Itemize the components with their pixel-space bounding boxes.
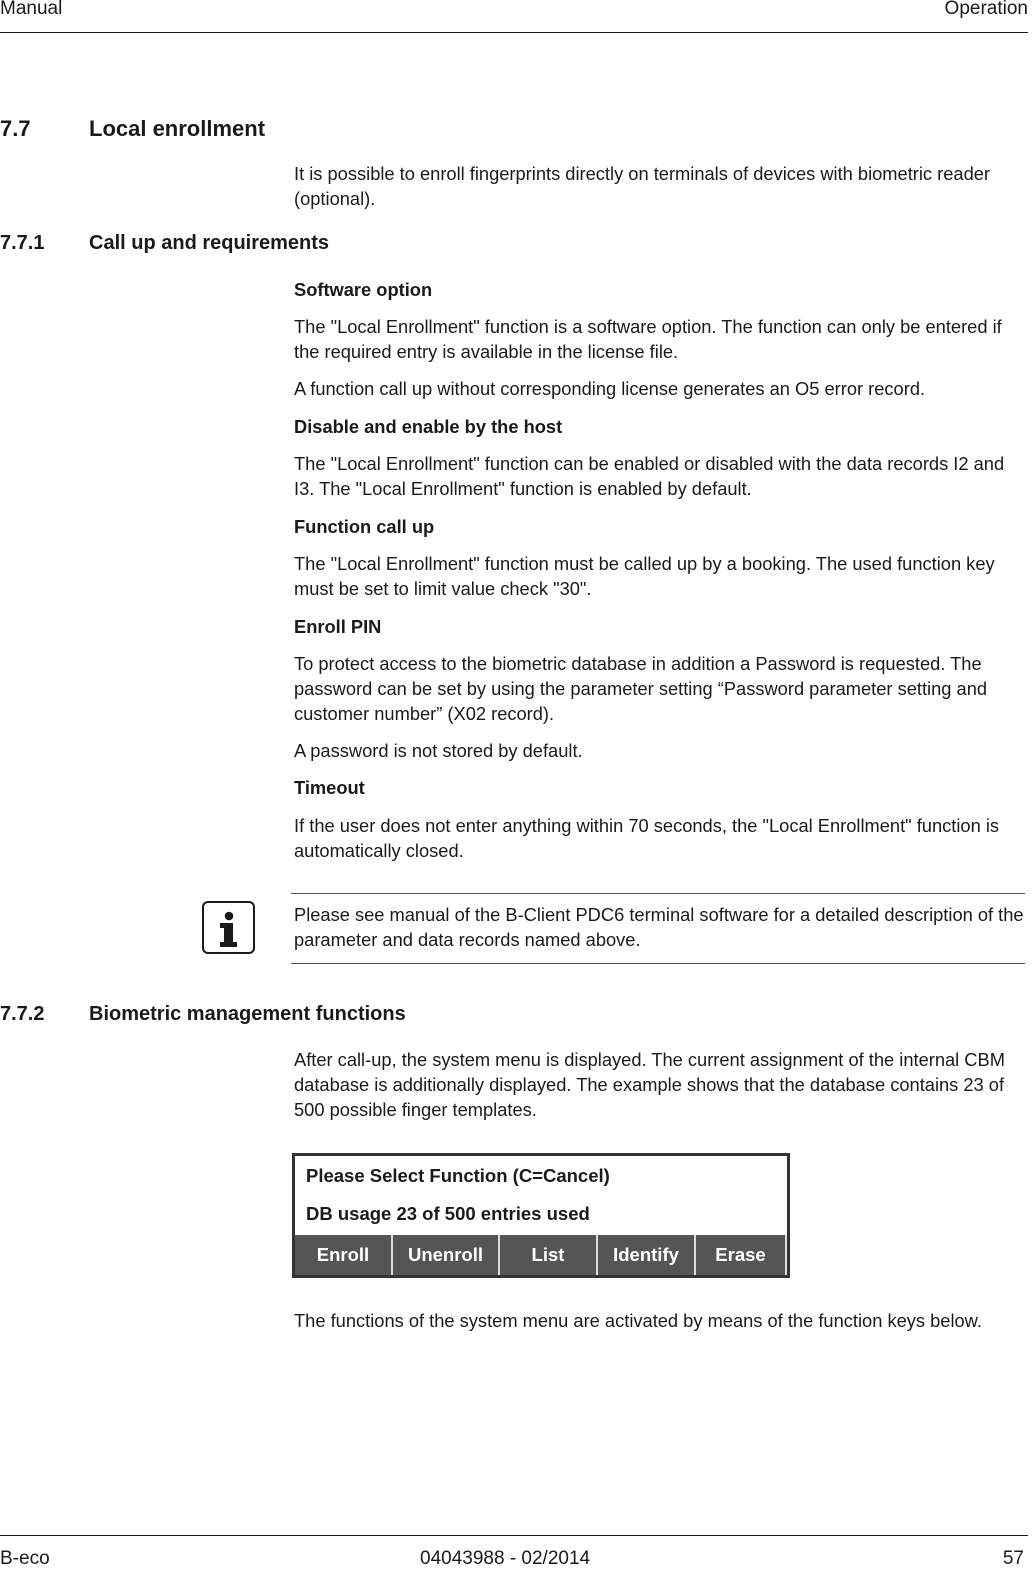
header-right: Operation: [944, 0, 1028, 19]
note-text: Please see manual of the B-Client PDC6 terminal software for a detailed description of the parameter and data records named above.: [294, 904, 1024, 950]
info-icon: [202, 901, 255, 954]
screen-db-usage: DB usage 23 of 500 entries used: [306, 1203, 590, 1224]
section-title: Local enrollment: [89, 116, 266, 141]
disable-enable-heading: Disable and enable by the host: [294, 416, 563, 437]
note-rule-top: [291, 893, 1025, 894]
section-intro: It is possible to enroll fingerprints directly on terminals of devices with biometric reader (optional).: [294, 163, 990, 209]
header-rule: [0, 32, 1028, 33]
biometric-intro-text: After call-up, the system menu is displayed. The current assignment of the internal CBM database is additionally displayed. The example shows that the database contains 23 of 500 possible finger templates.: [294, 1049, 1005, 1120]
footer-product: B-eco: [0, 1548, 50, 1569]
timeout-text: If the user does not enter anything within 70 seconds, the "Local Enrollment" function is automatically closed.: [294, 815, 1000, 861]
screen-prompt: Please Select Function (C=Cancel): [306, 1165, 610, 1186]
page-number: 57: [1002, 1548, 1024, 1569]
list-key[interactable]: List: [500, 1235, 598, 1275]
software-option-text-2: A function call up without corresponding license generates an O5 error record.: [294, 378, 926, 399]
enroll-key[interactable]: Enroll: [295, 1235, 393, 1275]
enroll-pin-heading: Enroll PIN: [294, 616, 382, 637]
subsection-number-2: 7.7.2: [0, 1003, 45, 1025]
footer-rule: [0, 1535, 1028, 1536]
subsection-title-1: Call up and requirements: [89, 232, 330, 254]
function-call-text: The "Local Enrollment" function must be called up by a booking. The used function key must be set to limit value check "30".: [294, 553, 995, 599]
section-number: 7.7: [0, 116, 31, 141]
timeout-heading: Timeout: [294, 777, 365, 798]
disable-enable-text: The "Local Enrollment" function can be enabled or disabled with the data records I2 and I3. The "Local Enrollment" function is enabled by default.: [294, 453, 1005, 499]
software-option-heading: Software option: [294, 279, 433, 300]
identify-key[interactable]: Identify: [598, 1235, 696, 1275]
function-keys-text: The functions of the system menu are activated by means of the function keys below.: [294, 1310, 982, 1331]
subsection-number-1: 7.7.1: [0, 232, 45, 254]
enroll-pin-text: To protect access to the biometric database in addition a Password is requested. The password can be set by using the parameter setting “Password parameter setting and customer number” (X02 record).: [294, 653, 988, 724]
terminal-screen: [292, 1153, 790, 1278]
function-call-heading: Function call up: [294, 516, 435, 537]
function-key-bar: [295, 1235, 787, 1275]
unenroll-key[interactable]: Unenroll: [393, 1235, 500, 1275]
footer-doc-number: 04043988 - 02/2014: [420, 1548, 591, 1569]
software-option-text: The "Local Enrollment" function is a software option. The function can only be entered if the required entry is available in the license file.: [294, 316, 1002, 362]
note-rule-bottom: [291, 963, 1025, 964]
subsection-title-2: Biometric management functions: [89, 1003, 406, 1025]
header-left: Manual: [0, 0, 63, 19]
erase-key[interactable]: Erase: [696, 1235, 787, 1275]
enroll-pin-text-2: A password is not stored by default.: [294, 740, 583, 761]
